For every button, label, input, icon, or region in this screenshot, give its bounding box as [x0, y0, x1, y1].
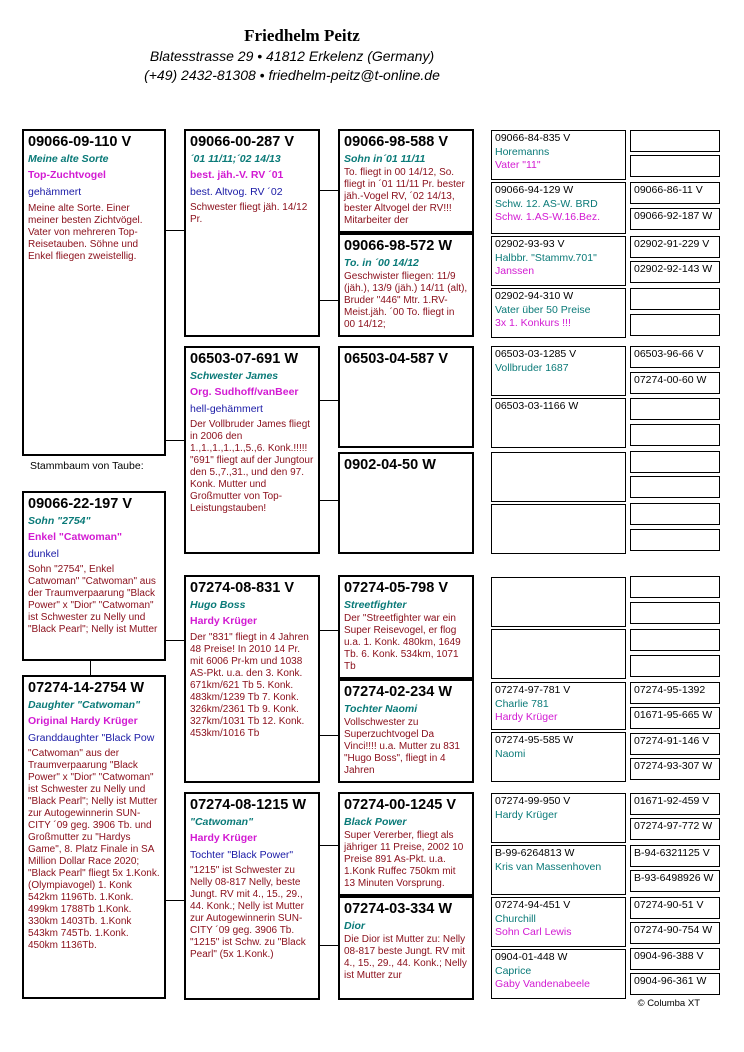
ancestor-box — [630, 870, 720, 892]
ring-number: 0904-01-448 W — [495, 951, 568, 963]
pigeon-notes: Geschwister fliegen: 11/9 (jäh.), 13/9 (jäh.) 14/11 (alt), Bruder "446" Mtr. 1.RV-Meist.jäh. ´00 To. fliegt in 00 14/12; — [344, 271, 468, 331]
ring-number: B-94-6321125 V — [634, 847, 710, 859]
pigeon-notes: Der "831" fliegt in 4 Jahren 48 Preise! In 2010 14 Pr. mit 6006 Pr-km und 1038 AS-Pkt. u.a. den 3. Konk. 671km/621 Tb 5. Konk. 483km/1239 Tb 7. Konk. 326km/2361 Tb 9. Konk. 327km/1031 Tb 12. Konk. 453km/1016 Tb — [190, 631, 309, 739]
ring-number: 02902-92-143 W — [634, 263, 713, 275]
connector-line — [319, 400, 339, 401]
ring-number: 09066-09-110 V — [28, 134, 132, 150]
ancestor-box — [630, 733, 720, 755]
pigeon-line-1: Vollbruder 1687 — [495, 361, 569, 374]
pigeon-name: "Catwoman" — [190, 816, 254, 829]
great-grandparent-box — [491, 504, 626, 554]
ancestor-box — [630, 155, 720, 177]
pedigree-box-parent — [184, 129, 320, 337]
great-grandparent-box — [491, 682, 626, 730]
ancestor-box — [630, 476, 720, 498]
connector-line — [319, 630, 339, 631]
ring-number: 07274-97-772 W — [634, 820, 713, 832]
ring-number: 07274-00-60 W — [634, 374, 707, 386]
pigeon-color: hell-gehämmert — [190, 402, 263, 415]
connector-line — [165, 900, 185, 901]
ancestor-box — [630, 818, 720, 840]
pigeon-origin: Hardy Krüger — [190, 832, 258, 845]
pedigree-box-grandparent — [338, 792, 474, 896]
pedigree-box-grandparent — [338, 346, 474, 448]
ring-number: 07274-02-234 W — [344, 684, 453, 700]
ring-number: 02902-91-229 V — [634, 238, 710, 250]
ring-number: 07274-99-950 V — [495, 795, 571, 807]
great-grandparent-box — [491, 897, 626, 947]
ancestor-box — [630, 130, 720, 152]
pedigree-box-parent — [184, 346, 320, 554]
pedigree-box-grandparent — [338, 679, 474, 783]
pedigree-box-grandparent — [338, 896, 474, 1000]
ancestor-box — [630, 948, 720, 970]
ring-number: 01671-95-665 W — [634, 709, 713, 721]
pigeon-line-1: Schw. 12. AS-W. BRD — [495, 197, 598, 210]
ring-number: 07274-05-798 V — [344, 580, 448, 596]
pigeon-line-1: Churchill — [495, 912, 536, 925]
pigeon-line-1: Naomi — [495, 747, 526, 760]
ring-number: 07274-08-831 V — [190, 580, 294, 596]
pedigree-box-parent — [184, 792, 320, 1000]
ring-number: 06503-07-691 W — [190, 351, 299, 367]
great-grandparent-box — [491, 288, 626, 338]
pigeon-notes: "1215" ist Schwester zu Nelly 08-817 Nelly, beste Jungt. RV mit 4., 15., 29., 44. Konk.; Nelly ist Mutter zur Autogewinnerin SUN-CITY ´09 geg. 3906 Tb. "1215" ist Schw. zu "Black Pearl" (5x 1.Konk.) — [190, 864, 306, 960]
ancestor-box — [630, 758, 720, 780]
pigeon-color: Granddaughter "Black Pow — [28, 731, 155, 744]
pedigree-box-grandparent — [338, 452, 474, 554]
connector-line — [319, 300, 339, 301]
ancestor-box — [630, 372, 720, 394]
ring-number: 06503-96-66 V — [634, 348, 704, 360]
ancestor-box — [630, 288, 720, 310]
ring-number: 02902-94-310 W — [495, 290, 574, 302]
ancestor-box — [630, 655, 720, 677]
ring-number: 07274-95-585 W — [495, 734, 574, 746]
connector-line — [319, 945, 339, 946]
breeder-address: Blatesstrasse 29 • 41812 Erkelenz (Germany) — [149, 48, 435, 64]
ancestor-box — [630, 451, 720, 473]
ancestor-box — [630, 629, 720, 651]
ancestor-box — [630, 707, 720, 729]
ring-number: 07274-97-781 V — [495, 684, 571, 696]
pigeon-line-2: Janssen — [495, 265, 535, 278]
pigeon-line-1: Vater über 50 Preise — [495, 303, 591, 316]
pigeon-name: Black Power — [344, 816, 407, 829]
pigeon-notes: To. fliegt in 00 14/12, So. fliegt in ´01 11/11 Pr. bester jäh.-Vogel RV, ´02 14/13, bester Altvogel der RV!!! Mitarbeiter der — [344, 167, 465, 227]
ring-number: 09066-98-588 V — [344, 134, 448, 150]
pigeon-name: To. in ´00 14/12 — [344, 257, 419, 270]
ancestor-box — [630, 208, 720, 230]
pigeon-notes: Der "Streetfighter war ein Super Reisevogel, er flog u.a. 1. Konk. 480km, 1649 Tb. 6. Konk. 534km, 1071 Tb — [344, 613, 461, 673]
pigeon-line-1: Charlie 781 — [495, 697, 549, 710]
breeder-name: Friedhelm Peitz — [244, 26, 360, 45]
ancestor-box — [630, 845, 720, 867]
pigeon-line-2: Sohn Carl Lewis — [495, 926, 572, 939]
ring-number: 07274-93-307 W — [634, 760, 713, 772]
ancestor-box — [630, 973, 720, 995]
ancestor-box — [630, 398, 720, 420]
great-grandparent-box — [491, 452, 626, 502]
pigeon-notes: Der Vollbruder James fliegt in 2006 den 1.,1.,1.,1.,1.,5.,6. Konk.!!!!! "691" fliegt auf der Jungtour den 5.,7.,31., und den 97. Konk. Mutter und Großmutter von Top-Leistungstauben! — [190, 418, 314, 514]
ancestor-box — [630, 682, 720, 704]
breeder-contact: (+49) 2432-81308 • friedhelm-peitz@t-online.de — [144, 67, 440, 83]
pigeon-notes: Sohn "2754", Enkel Catwoman" "Catwoman" aus der Traumverpaarung "Black Power" x "Dior" "Catwoman" ist Schwester zu Nelly und "Black Pearl"; Nelly ist Mutter — [28, 563, 158, 635]
pigeon-name: Streetfighter — [344, 599, 407, 612]
ring-number: 07274-90-51 V — [634, 899, 704, 911]
pigeon-name: Dior — [344, 920, 365, 933]
pedigree-box-subject — [22, 675, 166, 999]
pigeon-line-1: Horemanns — [495, 145, 550, 158]
ring-number: B-93-6498926 W — [634, 872, 714, 884]
ring-number: 02902-93-93 V — [495, 238, 565, 250]
pigeon-notes: Die Dior ist Mutter zu: Nelly 08-817 beste Jungt. RV mit 4., 15., 29., 44. Konk.; Nelly ist Mutter zur — [344, 934, 467, 982]
pigeon-line-2: Hardy Krüger — [495, 711, 558, 724]
pedigree-box-grandparent — [338, 575, 474, 679]
pigeon-notes: "Catwoman" aus der Traumverpaarung "Black Power" x "Dior" "Catwoman" ist Schwester zu Nelly und "Black Pearl"; Nelly ist Mutter zur Autogewinnerin SUN-CITY ´09 geg. 3906 Tb. und Großmutter zu "Hardys Game", 8. Platz Finale in SA Million Dollar Race 2020; "Black Pearl" fliegt 5x 1.Konk. (Olympiavogel) 1. Konk 542km 1196Tb. 1.Konk. 499km 1788Tb 1.Konk. 330km 1403Tb. 1.Konk 543km 745Tb. 1.Konk. 450km 1136Tb. — [28, 747, 160, 951]
ancestor-box — [630, 922, 720, 944]
ancestor-box — [630, 314, 720, 336]
great-grandparent-box — [491, 845, 626, 895]
pigeon-name: Tochter Naomi — [344, 703, 418, 716]
great-grandparent-box — [491, 949, 626, 999]
ancestor-box — [630, 236, 720, 258]
pigeon-name: Daughter "Catwoman" — [28, 699, 141, 712]
pigeon-line-2: Vater "11" — [495, 159, 541, 172]
pedigree-box-son — [22, 491, 166, 661]
pigeon-name: Hugo Boss — [190, 599, 246, 612]
pedigree-box-grandparent — [338, 233, 474, 337]
connector-line — [319, 190, 339, 191]
ring-number: 06503-04-587 V — [344, 351, 448, 367]
pedigree-box-grandparent — [338, 129, 474, 233]
ring-number: 07274-00-1245 V — [344, 797, 457, 813]
pigeon-line-2: 3x 1. Konkurs !!! — [495, 317, 571, 330]
great-grandparent-box — [491, 398, 626, 448]
pigeon-color: dunkel — [28, 547, 59, 560]
ring-number: 07274-95-1392 — [634, 684, 706, 696]
pigeon-notes: Schwester fliegt jäh. 14/12 Pr. — [190, 201, 308, 225]
ring-number: 09066-86-11 V — [634, 184, 703, 196]
pigeon-origin: best. jäh.-V. RV ´01 — [190, 169, 284, 182]
great-grandparent-box — [491, 629, 626, 679]
pigeon-color: gehämmert — [28, 185, 82, 198]
ancestor-box — [630, 261, 720, 283]
pigeon-notes: Meine alte Sorte. Einer meiner besten Zichtvögel. Vater von mehreren Top-Reisetauben. Söhne und Enkel fliegen zweistellig. — [28, 202, 143, 262]
ring-number: B-99-6264813 W — [495, 847, 575, 859]
pigeon-line-2: Schw. 1.AS-W.16.Bez. — [495, 211, 601, 224]
ancestor-box — [630, 503, 720, 525]
pigeon-line-1: Kris van Massenhoven — [495, 860, 602, 873]
ring-number: 07274-03-334 W — [344, 901, 453, 917]
ring-number: 09066-98-572 W — [344, 238, 453, 254]
ring-number: 09066-00-287 V — [190, 134, 294, 150]
ring-number: 07274-91-146 V — [634, 735, 710, 747]
ring-number: 0904-96-361 W — [634, 975, 707, 987]
great-grandparent-box — [491, 793, 626, 843]
ring-number: 09066-84-835 V — [495, 132, 571, 144]
pigeon-color: Tochter "Black Power" — [190, 848, 294, 861]
ring-number: 07274-94-451 V — [495, 899, 571, 911]
copyright-notice: © Columba XT — [637, 998, 700, 1009]
ancestor-box — [630, 346, 720, 368]
pigeon-notes: Vollschwester zu Superzuchtvogel Da Vinci!!!! u.a. Mutter zu 831 "Hugo Boss", fliegt in 4 Jahren — [344, 717, 460, 777]
ring-number: 09066-94-129 W — [495, 184, 574, 196]
pedigree-box-sire-line — [22, 129, 166, 456]
connector-line — [165, 230, 185, 231]
ring-number: 07274-90-754 W — [634, 924, 713, 936]
ring-number: 0902-04-50 W — [344, 457, 436, 473]
ring-number: 01671-92-459 V — [634, 795, 710, 807]
pigeon-notes: Super Vererber, fliegt als jähriger 11 Preise, 2002 10 Preise 891 As-Pkt. u.a. 1.Konk Ruffec 750km mit 13 Minuten Vorsprung. — [344, 830, 464, 890]
ring-number: 09066-22-197 V — [28, 496, 132, 512]
pigeon-origin: Original Hardy Krüger — [28, 715, 138, 728]
pigeon-line-1: Hardy Krüger — [495, 808, 558, 821]
ancestor-box — [630, 576, 720, 598]
pigeon-name: Meine alte Sorte — [28, 153, 109, 166]
great-grandparent-box — [491, 732, 626, 782]
ring-number: 07274-14-2754 W — [28, 680, 145, 696]
pigeon-color: best. Altvog. RV ´02 — [190, 185, 283, 198]
pigeon-origin: Enkel "Catwoman" — [28, 531, 122, 544]
pigeon-name: Schwester James — [190, 370, 279, 383]
pigeon-origin: Hardy Krüger — [190, 615, 258, 628]
connector-line — [319, 500, 339, 501]
connector-line — [165, 440, 185, 441]
ring-number: 06503-03-1285 V — [495, 348, 577, 360]
ancestor-box — [630, 529, 720, 551]
pigeon-origin: Top-Zuchtvogel — [28, 169, 106, 182]
ancestor-box — [630, 897, 720, 919]
great-grandparent-box — [491, 236, 626, 286]
connector-line — [319, 735, 339, 736]
ring-number: 0904-96-388 V — [634, 950, 704, 962]
connector-line — [319, 845, 339, 846]
pigeon-line-1: Caprice — [495, 964, 532, 977]
ancestor-box — [630, 182, 720, 204]
ring-number: 06503-03-1166 W — [495, 400, 579, 412]
great-grandparent-box — [491, 346, 626, 396]
great-grandparent-box — [491, 130, 626, 180]
ancestor-box — [630, 424, 720, 446]
ring-number: 07274-08-1215 W — [190, 797, 307, 813]
great-grandparent-box — [491, 577, 626, 627]
great-grandparent-box — [491, 182, 626, 234]
ancestor-box — [630, 602, 720, 624]
ancestor-box — [630, 793, 720, 815]
pedigree-box-parent — [184, 575, 320, 783]
pigeon-line-2: Gaby Vandenabeele — [495, 978, 590, 991]
pigeon-line-1: Halbbr. "Stammv.701" — [495, 251, 597, 264]
pigeon-name: ´01 11/11;´02 14/13 — [190, 153, 281, 166]
pigeon-name: Sohn in´01 11/11 — [344, 153, 426, 166]
pigeon-origin: Org. Sudhoff/vanBeer — [190, 386, 299, 399]
pigeon-name: Sohn "2754" — [28, 515, 91, 528]
stammbaum-label: Stammbaum von Taube: — [30, 460, 144, 472]
ring-number: 09066-92-187 W — [634, 210, 713, 222]
connector-line — [165, 640, 185, 641]
